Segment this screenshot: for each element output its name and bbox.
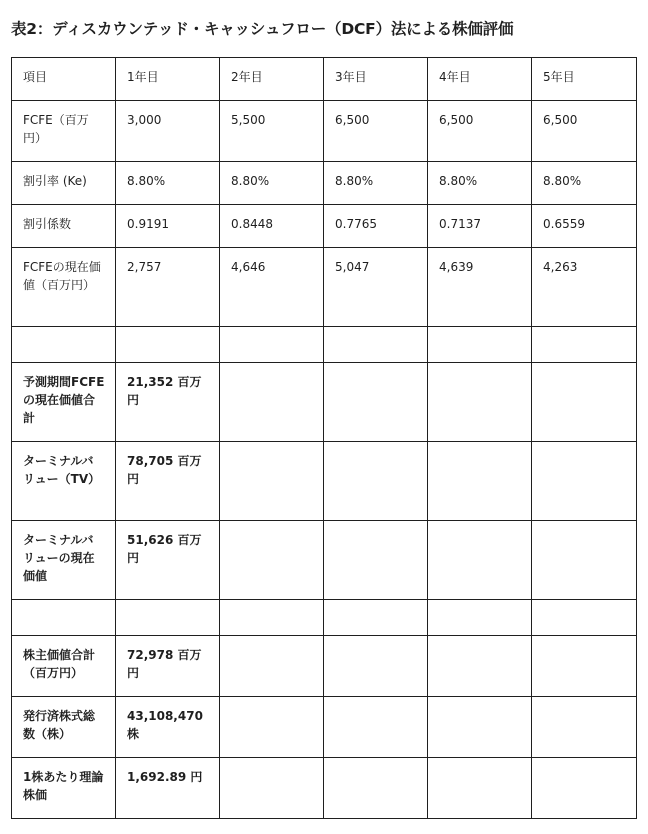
table-row-fcfe-present-value <box>12 248 637 327</box>
table-cell: 72,978 百万円 <box>116 636 220 697</box>
table-cell: 21,352 百万円 <box>116 363 220 442</box>
table-cell <box>532 363 637 442</box>
row-label: 発行済株式総数（株） <box>12 697 116 758</box>
table-row-equity-value-total <box>12 636 637 697</box>
table-cell <box>116 327 220 363</box>
table-cell <box>428 363 532 442</box>
row-label: 予測期間FCFEの現在価値合計 <box>12 363 116 442</box>
table-cell: 4,639 <box>428 248 532 327</box>
table-cell: 8.80% <box>324 162 428 205</box>
table-cell: 43,108,470 株 <box>116 697 220 758</box>
table-cell: 0.9191 <box>116 205 220 248</box>
table-cell: 8.80% <box>532 162 637 205</box>
table-cell <box>532 758 637 819</box>
table-cell <box>116 600 220 636</box>
table-cell: 51,626 百万円 <box>116 521 220 600</box>
row-label: ターミナルバリューの現在価値 <box>12 521 116 600</box>
table-cell <box>220 327 324 363</box>
row-label: 割引係数 <box>12 205 116 248</box>
table-cell <box>220 442 324 521</box>
table-cell <box>220 521 324 600</box>
row-label: 1株あたり理論株価 <box>12 758 116 819</box>
table-cell <box>428 636 532 697</box>
table-cell: 3,000 <box>116 101 220 162</box>
table-row-terminal-value-pv <box>12 521 637 600</box>
table-cell <box>428 758 532 819</box>
table-cell <box>220 758 324 819</box>
header-cell-year2: 2年目 <box>220 58 324 101</box>
table-row-discount-factor <box>12 205 637 248</box>
table-cell: 6,500 <box>324 101 428 162</box>
table-cell: 78,705 百万円 <box>116 442 220 521</box>
table-cell <box>12 600 116 636</box>
header-cell-year5: 5年目 <box>532 58 637 101</box>
table-cell <box>428 697 532 758</box>
table-cell <box>428 600 532 636</box>
table-cell: 0.7137 <box>428 205 532 248</box>
table-cell: 4,263 <box>532 248 637 327</box>
table-cell: 2,757 <box>116 248 220 327</box>
table-row-theoretical-share-price <box>12 758 637 819</box>
header-row <box>12 58 637 101</box>
dcf-valuation-table <box>11 57 637 819</box>
header-cell-item: 項目 <box>12 58 116 101</box>
table-cell <box>532 600 637 636</box>
row-label: ターミナルバリュー（TV） <box>12 442 116 521</box>
table-cell: 6,500 <box>428 101 532 162</box>
table-cell <box>532 697 637 758</box>
table-cell <box>324 327 428 363</box>
table-row-discount-rate <box>12 162 637 205</box>
table-cell: 8.80% <box>220 162 324 205</box>
table-cell <box>324 697 428 758</box>
table-row-forecast-pv-total <box>12 363 637 442</box>
table-row-shares-outstanding <box>12 697 637 758</box>
table-title: 表2：ディスカウンテッド・キャッシュフロー（DCF）法による株価評価 <box>11 20 514 38</box>
table-cell <box>324 600 428 636</box>
header-cell-year1: 1年目 <box>116 58 220 101</box>
table-row-terminal-value <box>12 442 637 521</box>
table-cell: 0.8448 <box>220 205 324 248</box>
table-cell <box>220 636 324 697</box>
table-cell: 5,047 <box>324 248 428 327</box>
table-row-fcfe <box>12 101 637 162</box>
table-cell: 6,500 <box>532 101 637 162</box>
row-label: FCFEの現在価値（百万円） <box>12 248 116 327</box>
table-cell <box>324 636 428 697</box>
header-cell-year3: 3年目 <box>324 58 428 101</box>
table-cell <box>532 327 637 363</box>
table-cell <box>220 363 324 442</box>
table-row-spacer <box>12 600 637 636</box>
table-cell: 8.80% <box>428 162 532 205</box>
table-cell <box>532 636 637 697</box>
table-cell <box>532 521 637 600</box>
table-cell <box>532 442 637 521</box>
table-cell <box>12 327 116 363</box>
table-cell <box>428 327 532 363</box>
header-cell-year4: 4年目 <box>428 58 532 101</box>
table-cell: 0.7765 <box>324 205 428 248</box>
table-cell <box>428 521 532 600</box>
table-cell: 4,646 <box>220 248 324 327</box>
table-cell <box>220 697 324 758</box>
table-cell <box>324 442 428 521</box>
row-label: 株主価値合計（百万円） <box>12 636 116 697</box>
table-cell: 5,500 <box>220 101 324 162</box>
row-label: 割引率 (Ke) <box>12 162 116 205</box>
table-row-spacer <box>12 327 637 363</box>
table-cell <box>324 363 428 442</box>
table-cell <box>428 442 532 521</box>
table-cell <box>220 600 324 636</box>
table-cell <box>324 758 428 819</box>
table-cell: 0.6559 <box>532 205 637 248</box>
table-cell: 8.80% <box>116 162 220 205</box>
table-cell <box>324 521 428 600</box>
table-cell: 1,692.89 円 <box>116 758 220 819</box>
row-label: FCFE（百万円） <box>12 101 116 162</box>
